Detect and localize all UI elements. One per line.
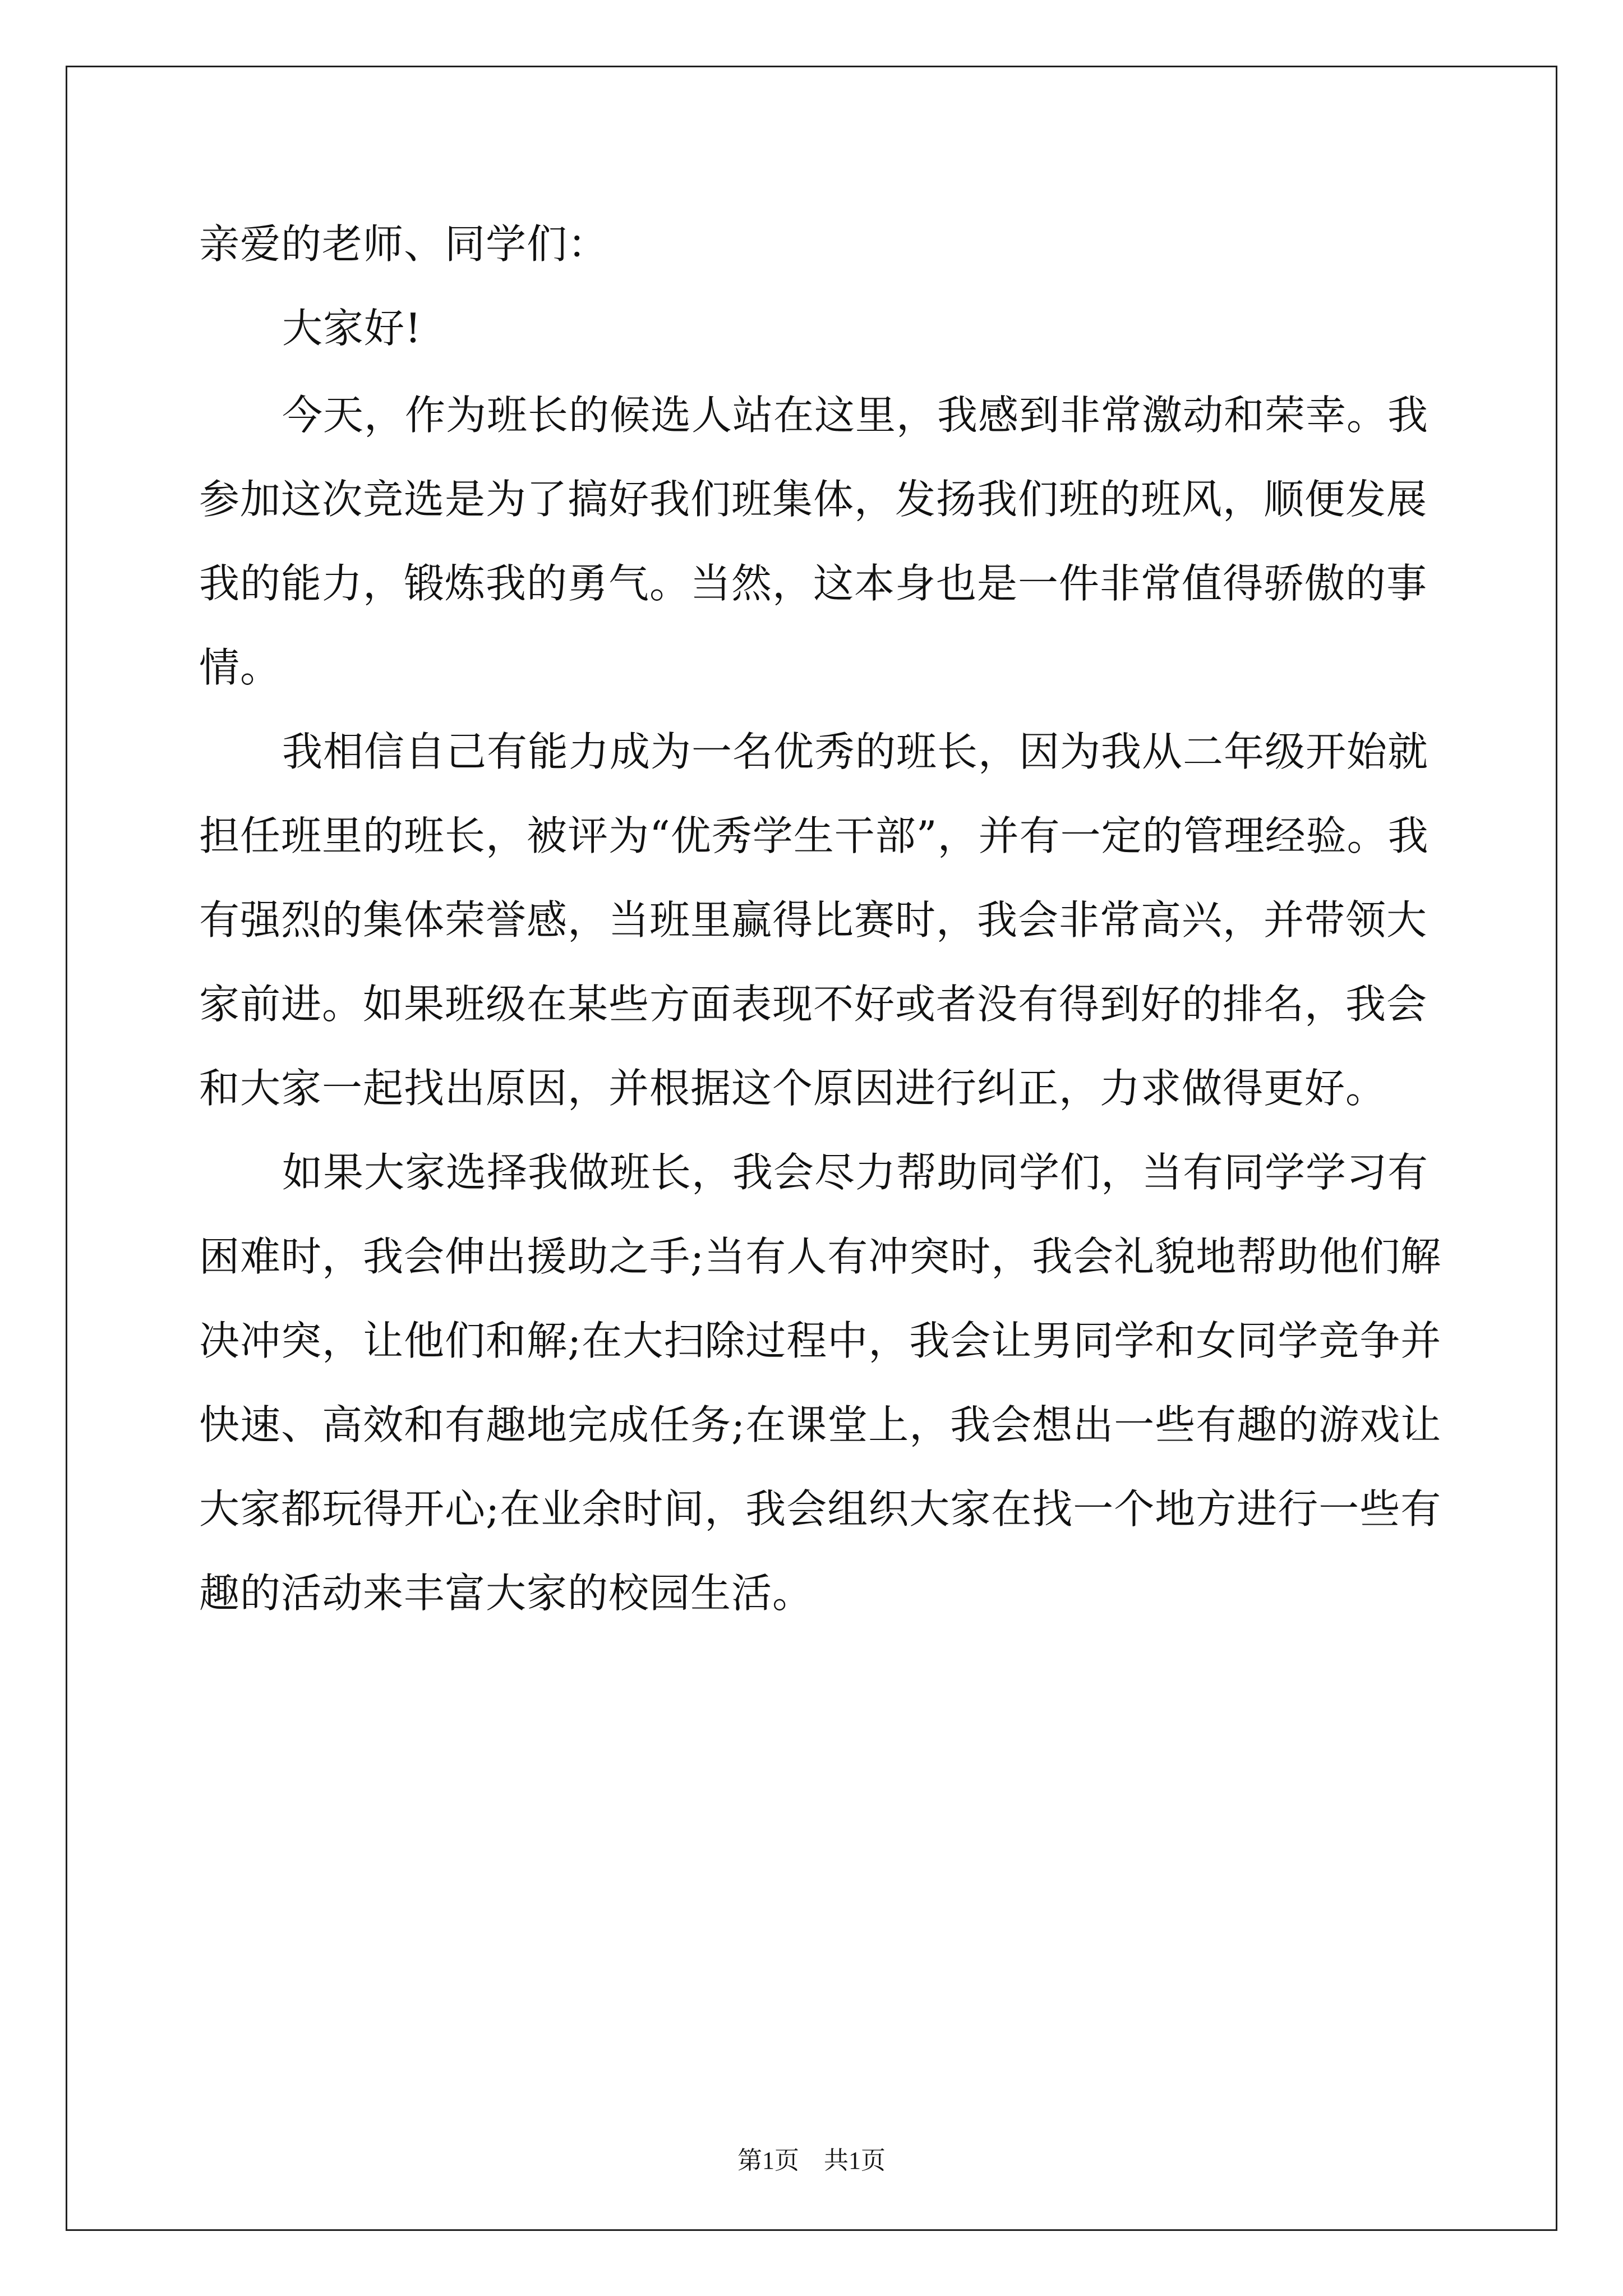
greeting: 大家好! bbox=[282, 305, 422, 352]
paragraph-line: 如果大家选择我做班长，我会尽力帮助同学们，当有同学学习有 bbox=[282, 1149, 1429, 1196]
paragraph-line: 有强烈的集体荣誉感，当班里赢得比赛时，我会非常高兴，并带领大 bbox=[199, 896, 1428, 944]
paragraph-line: 困难时，我会伸出援助之手;当有人有冲突时，我会礼貌地帮助他们解 bbox=[199, 1233, 1442, 1280]
paragraph-line: 趣的活动来丰富大家的校园生活。 bbox=[199, 1570, 814, 1617]
paragraph-line: 家前进。如果班级在某些方面表现不好或者没有得到好的排名，我会 bbox=[199, 981, 1428, 1028]
paragraph-line: 参加这次竞选是为了搞好我们班集体，发扬我们班的班风，顺便发展 bbox=[199, 476, 1428, 523]
page-number: 第1页 共1页 bbox=[737, 2147, 886, 2174]
paragraph-line: 今天，作为班长的候选人站在这里，我感到非常激动和荣幸。我 bbox=[282, 392, 1429, 439]
salutation: 亲爱的老师、同学们： bbox=[199, 220, 609, 268]
paragraph-line: 我的能力，锻炼我的勇气。当然，这本身也是一件非常值得骄傲的事 bbox=[199, 560, 1428, 607]
paragraph-line: 担任班里的班长，被评为“优秀学生干部”，并有一定的管理经验。我 bbox=[199, 812, 1429, 859]
paragraph-line: 快速、高效和有趣地完成任务;在课堂上，我会想出一些有趣的游戏让 bbox=[199, 1401, 1442, 1448]
paragraph-line: 和大家一起找出原因，并根据这个原因进行纠正，力求做得更好。 bbox=[199, 1065, 1387, 1112]
paragraph-line: 大家都玩得开心;在业余时间，我会组织大家在找一个地方进行一些有 bbox=[199, 1485, 1442, 1533]
paragraph-line: 情。 bbox=[199, 644, 282, 691]
paragraph-line: 决冲突，让他们和解;在大扫除过程中，我会让男同学和女同学竞争并 bbox=[199, 1317, 1442, 1364]
paragraph-line: 我相信自己有能力成为一名优秀的班长，因为我从二年级开始就 bbox=[282, 728, 1429, 775]
